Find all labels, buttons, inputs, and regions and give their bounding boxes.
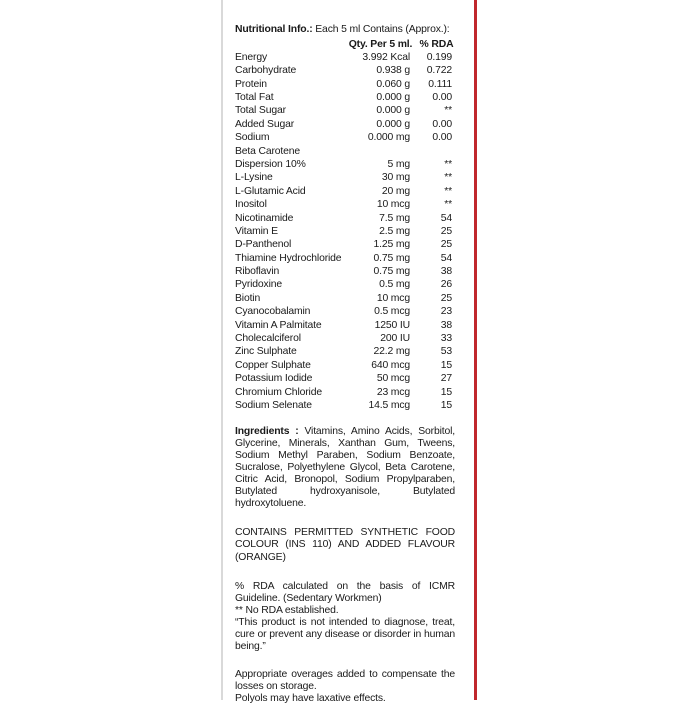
nutrient-qty: 1250 IU xyxy=(374,319,410,331)
nutrient-name: Sodium xyxy=(235,132,270,144)
nutrient-qty: 14.5 mcg xyxy=(368,399,410,411)
nutrition-table xyxy=(235,51,455,413)
rda-column-header: % RDA xyxy=(419,39,454,51)
nutrient-qty: 0.75 mg xyxy=(373,266,410,278)
nutrition-row xyxy=(235,132,455,145)
nutrient-rda: ** xyxy=(444,158,452,170)
nutrient-name: Zinc Sulphate xyxy=(235,346,297,358)
nutrient-qty: 0.5 mg xyxy=(379,279,410,291)
ingredients-label: Ingredients : xyxy=(235,425,299,437)
storage-section xyxy=(235,669,455,705)
note-no-rda: ** No RDA established. xyxy=(235,604,339,616)
nutrient-qty: 0.5 mcg xyxy=(374,306,410,318)
nutrient-qty: 640 mcg xyxy=(371,359,410,371)
nutrition-row xyxy=(235,65,455,78)
ingredients-section xyxy=(235,426,455,511)
nutrition-row xyxy=(235,279,455,292)
nutrient-name: Inositol xyxy=(235,199,267,211)
storage-polyols: Polyols may have laxative effects. xyxy=(235,693,386,705)
nutrient-rda: ** xyxy=(444,172,452,184)
nutrient-rda: 25 xyxy=(440,292,452,304)
nutrition-row xyxy=(235,212,455,225)
nutrient-name: Biotin xyxy=(235,292,261,304)
nutrient-name: Cholecalciferol xyxy=(235,333,301,345)
nutrient-name: Potassium Iodide xyxy=(235,373,313,385)
nutrient-name: Nicotinamide xyxy=(235,212,294,224)
qty-column-header: Qty. Per 5 ml. xyxy=(348,39,413,51)
nutrient-name: Carbohydrate xyxy=(235,65,297,77)
nutrition-row xyxy=(235,332,455,345)
nutrient-qty: 30 mg xyxy=(381,172,410,184)
nutrient-rda: 53 xyxy=(440,346,452,358)
nutrient-name: Cyanocobalamin xyxy=(235,306,311,318)
note-disclaimer: “This product is not intended to diagnose, treat, cure or prevent any disease or disorder in human being.” xyxy=(235,616,455,653)
nutrition-row xyxy=(235,91,455,104)
nutrient-rda: 38 xyxy=(440,319,452,331)
nutrient-qty: 0.000 g xyxy=(376,118,410,130)
nutrient-rda: 15 xyxy=(440,359,452,371)
nutrient-rda: ** xyxy=(444,199,452,211)
nutrition-row xyxy=(235,172,455,185)
nutrient-rda: 0.111 xyxy=(428,78,452,90)
nutrient-rda: ** xyxy=(444,185,452,197)
nutrition-row xyxy=(235,399,455,412)
nutrient-rda: 54 xyxy=(440,212,452,224)
nutrition-row xyxy=(235,373,455,386)
ingredients-text: Vitamins, Amino Acids, Sorbitol, Glycerine, Minerals, Xanthan Gum, Tweens, Sodium Methyl Paraben, Sodium Benzoate, Sucralose, Polyethylene Glycol, Beta Carotene, Citric Acid, Bronopol, Sodium Propylparaben, Butylated hydroxyanisole, Butylated hydroxytoluene. xyxy=(235,425,455,510)
nutrient-name: L-Lysine xyxy=(235,172,273,184)
nutrition-row xyxy=(235,145,455,158)
nutrient-rda: 0.00 xyxy=(432,132,452,144)
nutrient-qty: 0.000 mg xyxy=(367,132,410,144)
nutrient-name: Copper Sulphate xyxy=(235,359,311,371)
nutrition-heading xyxy=(235,24,455,36)
nutrient-rda: 15 xyxy=(440,386,452,398)
nutrition-row xyxy=(235,292,455,305)
nutrient-qty: 20 mg xyxy=(381,185,410,197)
notes-section xyxy=(235,581,455,654)
nutrient-qty: 0.060 g xyxy=(376,78,410,90)
nutrition-row xyxy=(235,386,455,399)
nutrient-rda: ** xyxy=(444,105,452,117)
nutrition-row xyxy=(235,78,455,91)
nutrient-rda: 26 xyxy=(440,279,452,291)
nutrient-name: Riboflavin xyxy=(235,266,280,278)
nutrient-qty: 200 IU xyxy=(380,333,410,345)
nutrient-rda: 25 xyxy=(440,239,452,251)
nutrient-rda: 0.00 xyxy=(432,118,452,130)
nutrition-row xyxy=(235,185,455,198)
nutrient-rda: 54 xyxy=(440,252,452,264)
nutrient-qty: 5 mg xyxy=(387,158,410,170)
nutrient-name: Beta Carotene xyxy=(235,145,301,157)
nutrient-rda: 0.00 xyxy=(432,92,452,103)
nutrient-qty: 3.992 Kcal xyxy=(362,51,410,63)
nutrient-name: D-Panthenol xyxy=(235,239,292,251)
nutrient-name: Added Sugar xyxy=(235,118,295,130)
nutrition-row xyxy=(235,239,455,252)
nutrient-name: L-Glutamic Acid xyxy=(235,185,306,197)
note-rda-basis: % RDA calculated on the basis of ICMR Guideline. (Sedentary Workmen) xyxy=(235,580,455,604)
nutrient-name: Dispersion 10% xyxy=(235,158,306,170)
nutrient-qty: 2.5 mg xyxy=(379,225,410,237)
nutrition-column-headers xyxy=(235,39,455,51)
nutrition-row xyxy=(235,319,455,332)
nutrition-heading-text: Each 5 ml Contains (Approx.): xyxy=(315,24,450,35)
nutrient-qty: 1.25 mg xyxy=(373,239,410,251)
nutrient-rda: 27 xyxy=(440,373,452,385)
nutrient-rda: 33 xyxy=(440,333,452,345)
nutrient-qty: 22.2 mg xyxy=(373,346,410,358)
nutrient-qty: 0.75 mg xyxy=(373,252,410,264)
nutrient-qty: 50 mcg xyxy=(376,373,410,385)
nutrient-rda: 23 xyxy=(440,306,452,318)
nutrient-rda: 38 xyxy=(440,266,452,278)
nutrient-qty: 7.5 mg xyxy=(379,212,410,224)
nutrition-row xyxy=(235,359,455,372)
colour-notice: CONTAINS PERMITTED SYNTHETIC FOOD COLOUR (INS 110) AND ADDED FLAVOUR (ORANGE) xyxy=(235,527,455,563)
nutrient-rda: 0.722 xyxy=(426,65,452,77)
nutrition-row xyxy=(235,225,455,238)
nutrient-name: Sodium Selenate xyxy=(235,399,312,411)
nutrient-qty: 0.000 g xyxy=(376,105,410,117)
nutrient-name: Total Fat xyxy=(235,92,274,103)
nutrient-qty: 10 mcg xyxy=(376,199,410,211)
label-content xyxy=(235,24,455,706)
nutrient-qty: 10 mcg xyxy=(376,292,410,304)
nutrition-row xyxy=(235,346,455,359)
nutrition-row xyxy=(235,51,455,64)
nutrient-name: Vitamin A Palmitate xyxy=(235,319,322,331)
nutrient-qty: 0.000 g xyxy=(376,92,410,103)
nutrition-row xyxy=(235,265,455,278)
nutrient-name: Protein xyxy=(235,78,267,90)
nutrition-row xyxy=(235,158,455,171)
nutrient-name: Chromium Chloride xyxy=(235,386,322,398)
storage-overages: Appropriate overages added to compensate the losses on storage. xyxy=(235,669,455,693)
nutrient-rda: 15 xyxy=(440,399,452,411)
nutrition-row xyxy=(235,105,455,118)
nutrient-rda: 0.199 xyxy=(426,51,452,63)
nutrition-row xyxy=(235,252,455,265)
nutrition-row xyxy=(235,306,455,319)
nutrition-heading-label: Nutritional Info.: xyxy=(235,24,313,35)
nutrient-name: Thiamine Hydrochloride xyxy=(235,252,342,264)
nutrient-rda: 25 xyxy=(440,225,452,237)
nutrient-qty: 23 mcg xyxy=(376,386,410,398)
nutrient-name: Energy xyxy=(235,51,268,63)
nutrition-row xyxy=(235,198,455,211)
nutrient-name: Pyridoxine xyxy=(235,279,283,291)
nutrition-row xyxy=(235,118,455,131)
nutrient-qty: 0.938 g xyxy=(376,65,410,77)
nutrient-name: Total Sugar xyxy=(235,105,286,117)
nutrient-name: Vitamin E xyxy=(235,225,278,237)
